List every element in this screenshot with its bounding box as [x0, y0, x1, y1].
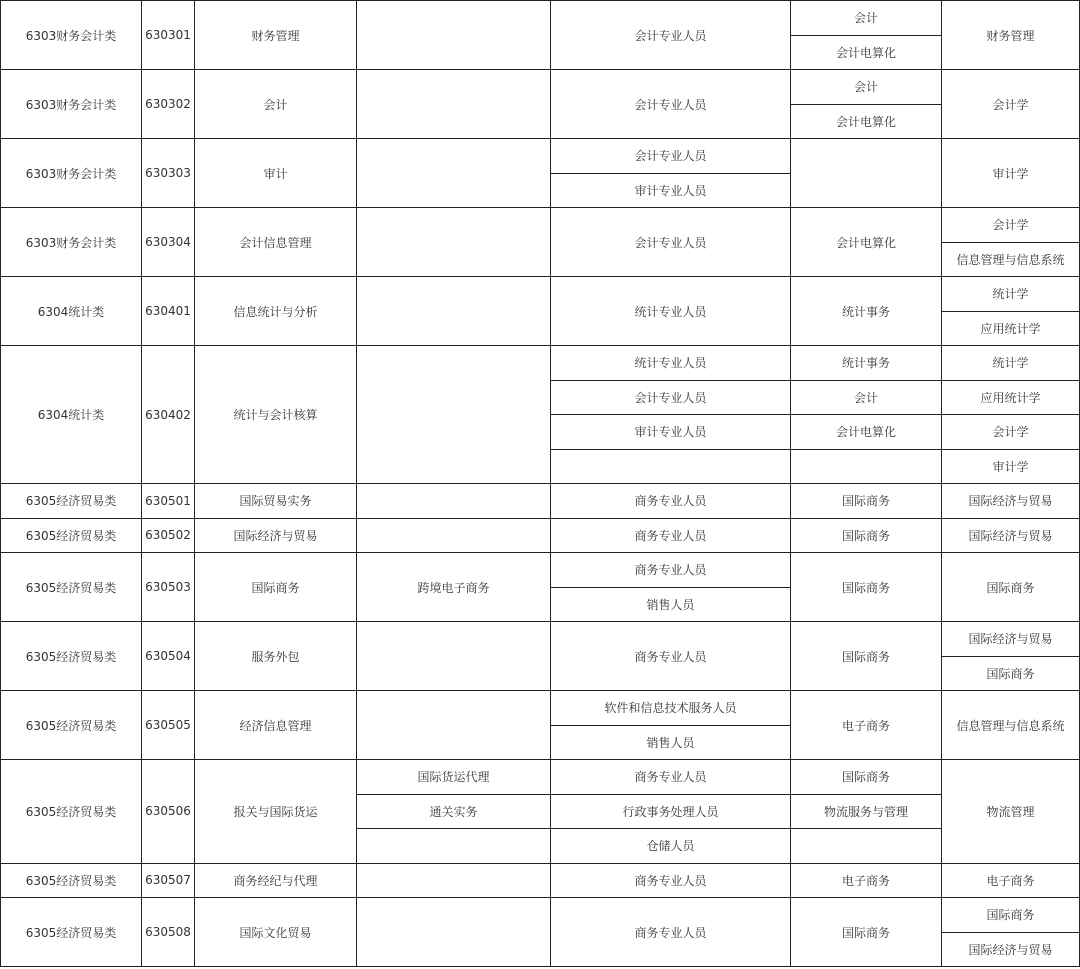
table-row	[1, 691, 1080, 726]
certificate-cell: 会计电算化	[791, 208, 942, 277]
table-row	[1, 208, 1080, 243]
direction-cell	[357, 1, 551, 70]
occupation-cell: 统计专业人员	[551, 346, 791, 381]
category-cell: 6305经济贸易类	[1, 553, 142, 622]
code-cell: 630503	[142, 553, 195, 622]
direction-cell	[357, 208, 551, 277]
occupation-cell: 销售人员	[551, 587, 791, 622]
table-row	[1, 518, 1080, 553]
undergrad-major-cell: 国际经济与贸易	[942, 622, 1080, 657]
direction-cell: 跨境电子商务	[357, 553, 551, 622]
major-name-cell: 经济信息管理	[195, 691, 357, 760]
table-row	[1, 898, 1080, 933]
code-cell: 630301	[142, 1, 195, 70]
certificate-cell: 国际商务	[791, 898, 942, 967]
undergrad-major-cell: 国际商务	[942, 656, 1080, 691]
table-row	[1, 346, 1080, 381]
category-cell: 6303财务会计类	[1, 70, 142, 139]
category-cell: 6303财务会计类	[1, 139, 142, 208]
category-cell: 6304统计类	[1, 277, 142, 346]
undergrad-major-cell: 审计学	[942, 139, 1080, 208]
direction-cell	[357, 277, 551, 346]
certificate-cell: 国际商务	[791, 760, 942, 795]
occupation-cell: 会计专业人员	[551, 380, 791, 415]
occupation-cell: 商务专业人员	[551, 553, 791, 588]
table-row	[1, 863, 1080, 898]
undergrad-major-cell: 应用统计学	[942, 311, 1080, 346]
certificate-cell: 国际商务	[791, 518, 942, 553]
direction-cell: 通关实务	[357, 794, 551, 829]
certificate-cell: 统计事务	[791, 346, 942, 381]
certificate-cell: 会计电算化	[791, 35, 942, 70]
certificate-cell: 会计	[791, 70, 942, 105]
major-name-cell: 国际贸易实务	[195, 484, 357, 519]
major-name-cell: 报关与国际货运	[195, 760, 357, 864]
certificate-cell: 会计	[791, 1, 942, 36]
category-cell: 6303财务会计类	[1, 1, 142, 70]
major-name-cell: 信息统计与分析	[195, 277, 357, 346]
code-cell: 630508	[142, 898, 195, 967]
direction-cell: 国际货运代理	[357, 760, 551, 795]
undergrad-major-cell: 会计学	[942, 70, 1080, 139]
code-cell: 630502	[142, 518, 195, 553]
occupation-cell: 会计专业人员	[551, 70, 791, 139]
category-cell: 6305经济贸易类	[1, 622, 142, 691]
undergrad-major-cell: 会计学	[942, 415, 1080, 450]
code-cell: 630506	[142, 760, 195, 864]
undergrad-major-cell: 国际商务	[942, 898, 1080, 933]
occupation-cell: 软件和信息技术服务人员	[551, 691, 791, 726]
undergrad-major-cell: 财务管理	[942, 1, 1080, 70]
direction-cell	[357, 829, 551, 864]
certificate-cell	[791, 139, 942, 208]
direction-cell	[357, 346, 551, 484]
code-cell: 630507	[142, 863, 195, 898]
direction-cell	[357, 622, 551, 691]
category-cell: 6305经济贸易类	[1, 484, 142, 519]
code-cell: 630402	[142, 346, 195, 484]
undergrad-major-cell: 国际经济与贸易	[942, 484, 1080, 519]
undergrad-major-cell: 会计学	[942, 208, 1080, 243]
occupation-cell: 商务专业人员	[551, 518, 791, 553]
code-cell: 630304	[142, 208, 195, 277]
table-row	[1, 484, 1080, 519]
direction-cell	[357, 898, 551, 967]
table-row	[1, 553, 1080, 588]
occupation-cell	[551, 449, 791, 484]
major-name-cell: 审计	[195, 139, 357, 208]
table-row	[1, 622, 1080, 657]
table-body	[1, 1, 1080, 967]
category-cell: 6305经济贸易类	[1, 898, 142, 967]
occupation-cell: 审计专业人员	[551, 173, 791, 208]
undergrad-major-cell: 国际经济与贸易	[942, 932, 1080, 967]
table-row	[1, 139, 1080, 174]
major-name-cell: 商务经纪与代理	[195, 863, 357, 898]
direction-cell	[357, 70, 551, 139]
category-cell: 6305经济贸易类	[1, 691, 142, 760]
certificate-cell	[791, 829, 942, 864]
major-name-cell: 国际经济与贸易	[195, 518, 357, 553]
undergrad-major-cell: 国际经济与贸易	[942, 518, 1080, 553]
direction-cell	[357, 139, 551, 208]
direction-cell	[357, 484, 551, 519]
undergrad-major-cell: 应用统计学	[942, 380, 1080, 415]
certificate-cell	[791, 449, 942, 484]
table-row	[1, 70, 1080, 105]
major-name-cell: 会计	[195, 70, 357, 139]
table-row	[1, 1, 1080, 36]
major-name-cell: 统计与会计核算	[195, 346, 357, 484]
certificate-cell: 会计	[791, 380, 942, 415]
occupation-cell: 商务专业人员	[551, 622, 791, 691]
certificate-cell: 国际商务	[791, 553, 942, 622]
undergrad-major-cell: 统计学	[942, 277, 1080, 312]
undergrad-major-cell: 电子商务	[942, 863, 1080, 898]
occupation-cell: 会计专业人员	[551, 139, 791, 174]
major-name-cell: 国际商务	[195, 553, 357, 622]
occupation-cell: 统计专业人员	[551, 277, 791, 346]
table-row	[1, 277, 1080, 312]
certificate-cell: 会计电算化	[791, 415, 942, 450]
occupation-cell: 商务专业人员	[551, 484, 791, 519]
code-cell: 630303	[142, 139, 195, 208]
certificate-cell: 国际商务	[791, 484, 942, 519]
code-cell: 630505	[142, 691, 195, 760]
occupation-cell: 商务专业人员	[551, 863, 791, 898]
occupation-cell: 会计专业人员	[551, 1, 791, 70]
occupation-cell: 审计专业人员	[551, 415, 791, 450]
occupation-cell: 商务专业人员	[551, 760, 791, 795]
certificate-cell: 电子商务	[791, 863, 942, 898]
category-cell: 6305经济贸易类	[1, 760, 142, 864]
undergrad-major-cell: 统计学	[942, 346, 1080, 381]
certificate-cell: 统计事务	[791, 277, 942, 346]
occupation-cell: 销售人员	[551, 725, 791, 760]
category-cell: 6305经济贸易类	[1, 518, 142, 553]
undergrad-major-cell: 国际商务	[942, 553, 1080, 622]
major-name-cell: 服务外包	[195, 622, 357, 691]
occupation-cell: 会计专业人员	[551, 208, 791, 277]
category-cell: 6304统计类	[1, 346, 142, 484]
undergrad-major-cell: 审计学	[942, 449, 1080, 484]
code-cell: 630302	[142, 70, 195, 139]
direction-cell	[357, 863, 551, 898]
code-cell: 630401	[142, 277, 195, 346]
category-cell: 6303财务会计类	[1, 208, 142, 277]
undergrad-major-cell: 物流管理	[942, 760, 1080, 864]
major-name-cell: 会计信息管理	[195, 208, 357, 277]
table-row	[1, 760, 1080, 795]
certificate-cell: 国际商务	[791, 622, 942, 691]
occupation-cell: 仓储人员	[551, 829, 791, 864]
undergrad-major-cell: 信息管理与信息系统	[942, 691, 1080, 760]
direction-cell	[357, 691, 551, 760]
occupation-cell: 商务专业人员	[551, 898, 791, 967]
code-cell: 630504	[142, 622, 195, 691]
major-name-cell: 国际文化贸易	[195, 898, 357, 967]
category-cell: 6305经济贸易类	[1, 863, 142, 898]
major-name-cell: 财务管理	[195, 1, 357, 70]
undergrad-major-cell: 信息管理与信息系统	[942, 242, 1080, 277]
certificate-cell: 物流服务与管理	[791, 794, 942, 829]
occupation-cell: 行政事务处理人员	[551, 794, 791, 829]
direction-cell	[357, 518, 551, 553]
certificate-cell: 会计电算化	[791, 104, 942, 139]
certificate-cell: 电子商务	[791, 691, 942, 760]
code-cell: 630501	[142, 484, 195, 519]
